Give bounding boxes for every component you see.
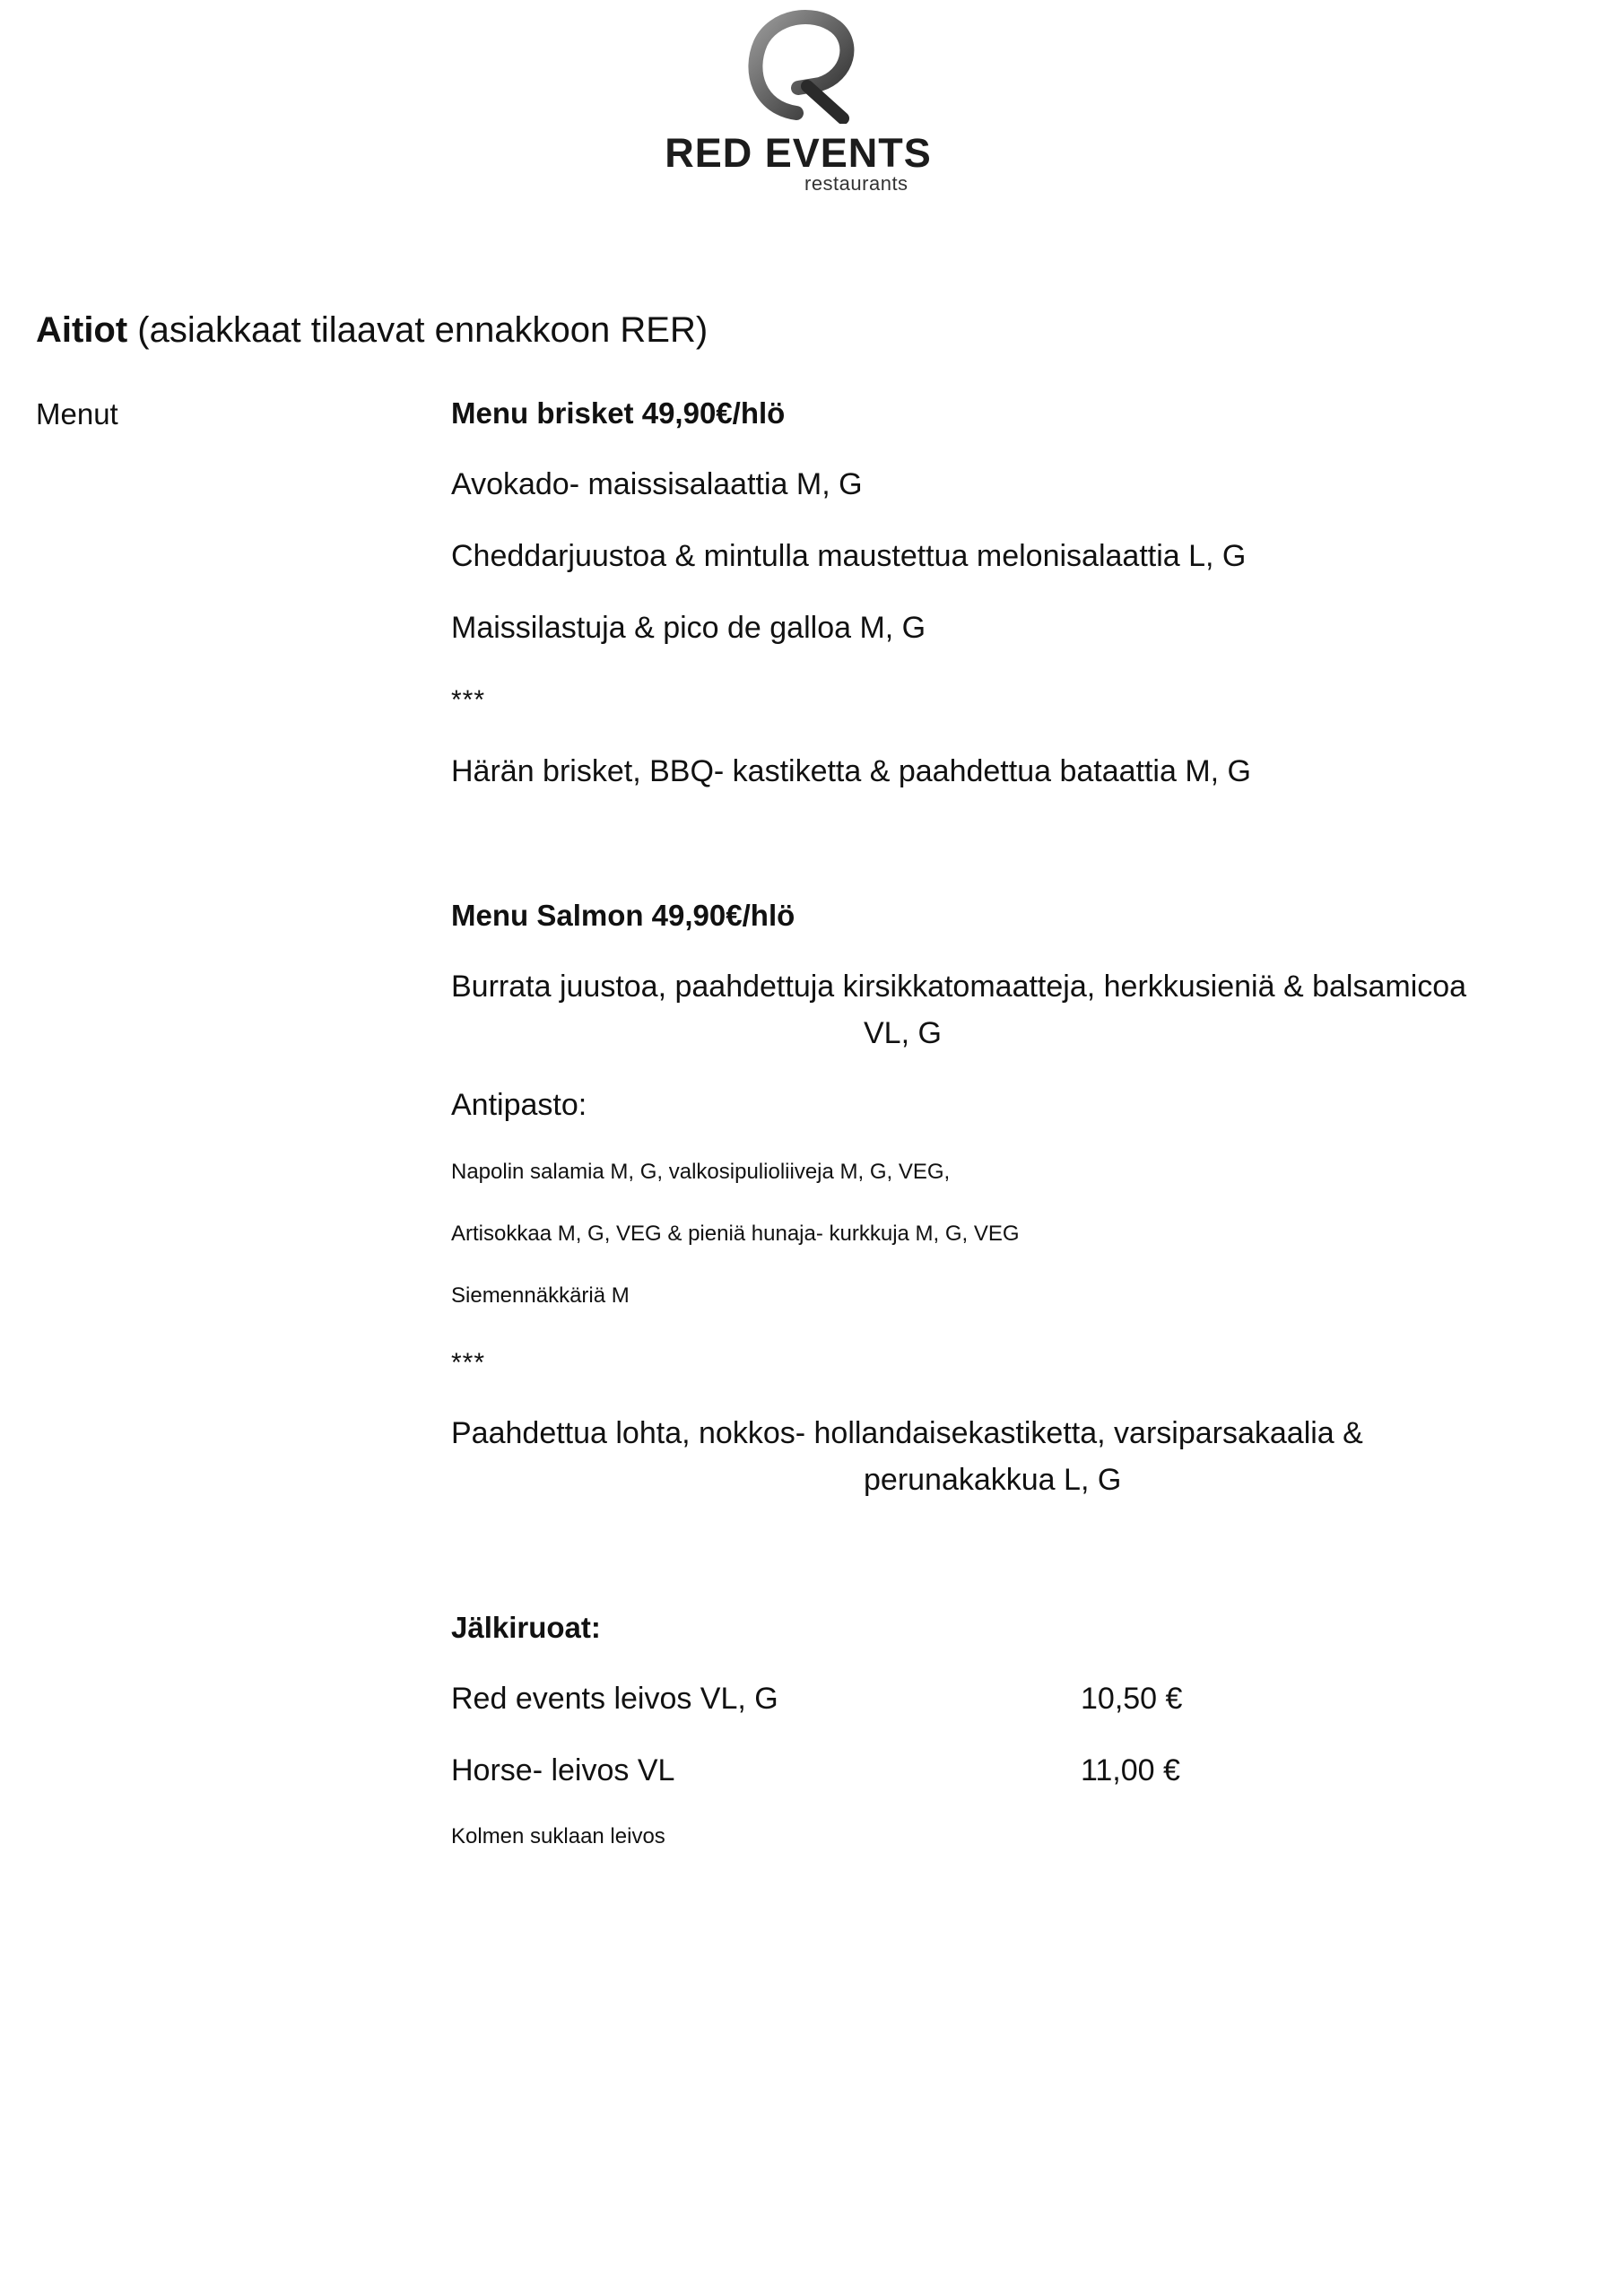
desserts-title: Jälkiruoat:	[451, 1611, 601, 1644]
antipasto-item: Siemennäkkäriä M	[451, 1283, 630, 1308]
menu-salmon-main-line2: perunakakkua L, G	[864, 1463, 1122, 1497]
dessert-price: 11,00 €	[1081, 1753, 1180, 1787]
antipasto-item: Napolin salamia M, G, valkosipulioliiveja M, G, VEG,	[451, 1160, 951, 1184]
menu-brisket-title: Menu brisket 49,90€/hlö	[451, 396, 786, 430]
side-label: Menut	[36, 397, 118, 430]
menu-brisket-item: Maissilastuja & pico de galloa M, G	[451, 611, 926, 645]
logo-brand-text: RED EVENTS	[665, 130, 932, 176]
heading-bold: Aitiot	[36, 310, 128, 350]
menu-brisket-main: Härän brisket, BBQ- kastiketta & paahdettua bataattia M, G	[451, 754, 1252, 788]
logo-sub-text: restaurants	[804, 172, 908, 195]
menu-brisket-item: Cheddarjuustoa & mintulla maustettua melonisalaattia L, G	[451, 539, 1247, 573]
heading-rest: (asiakkaat tilaavat ennakkoon RER)	[127, 310, 709, 350]
dessert-name: Horse- leivos VL	[451, 1753, 675, 1787]
antipasto-item: Artisokkaa M, G, VEG & pieniä hunaja- kurkkuja M, G, VEG	[451, 1222, 1020, 1246]
page-heading	[36, 309, 708, 352]
menu-brisket-separator: ***	[451, 685, 486, 715]
menu-salmon-title: Menu Salmon 49,90€/hlö	[451, 899, 795, 932]
red-events-logo	[664, 7, 933, 200]
dessert-extra: Kolmen suklaan leivos	[451, 1824, 665, 1848]
menu-salmon-starter-line1: Burrata juustoa, paahdettuja kirsikkatomaatteja, herkkusieniä & balsamicoa	[451, 970, 1467, 1004]
menu-salmon-main-line1: Paahdettua lohta, nokkos- hollandaisekastiketta, varsiparsakaalia &	[451, 1416, 1363, 1450]
dessert-price: 10,50 €	[1081, 1682, 1183, 1716]
dessert-name: Red events leivos VL, G	[451, 1682, 778, 1716]
antipasto-label: Antipasto:	[451, 1088, 587, 1122]
menu-salmon-separator: ***	[451, 1348, 486, 1378]
menu-brisket-item: Avokado- maissisalaattia M, G	[451, 467, 863, 501]
menu-salmon-starter-line2: VL, G	[864, 1016, 942, 1050]
logo-r-mark-icon	[743, 7, 859, 124]
